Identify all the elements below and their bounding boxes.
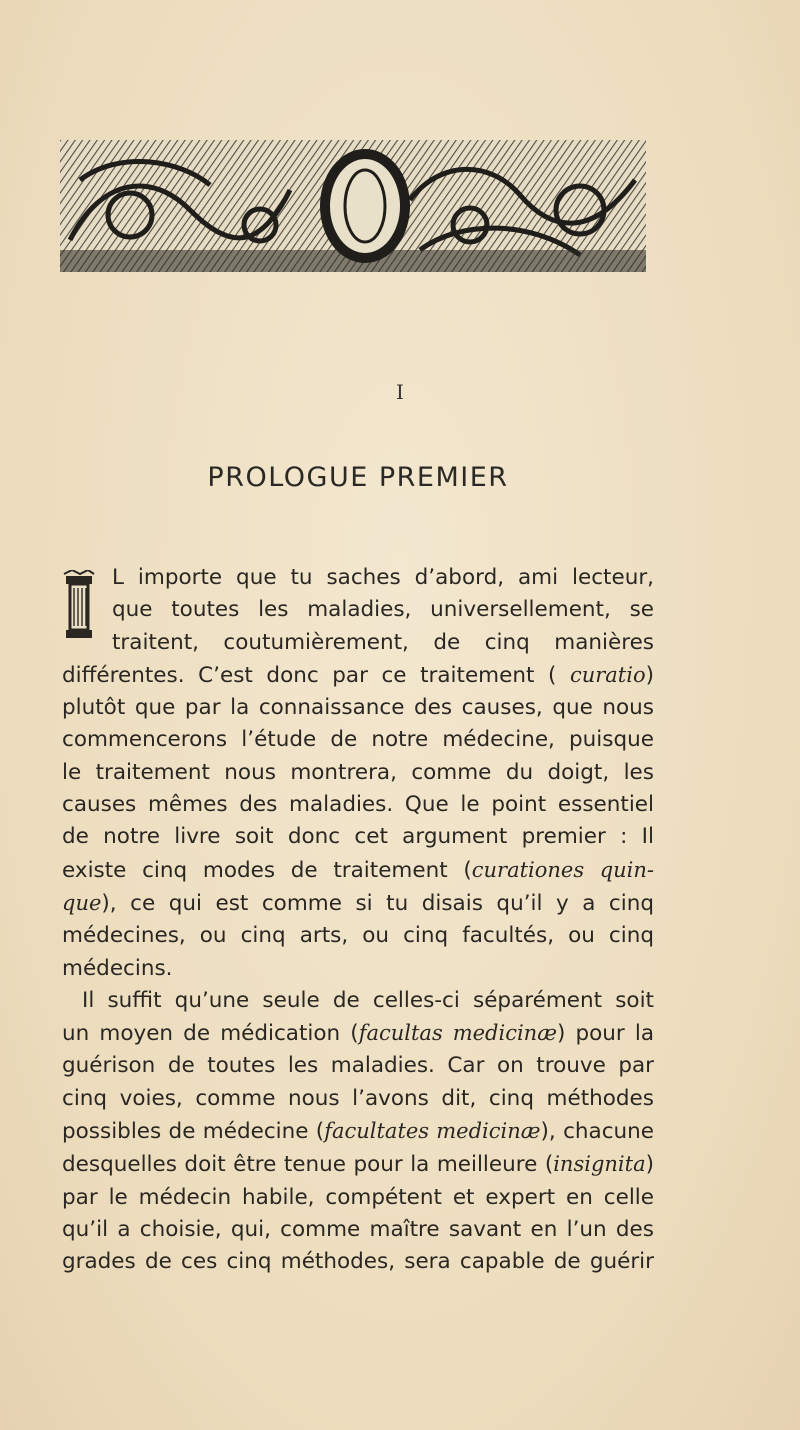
text-line: que), ce qui est comme si tu disais qu’il y a cinq [62,890,654,916]
text-line: plutôt que par la connaissance des causes, que nous [62,695,654,721]
ornamental-banner [60,140,646,272]
text-line: que toutes les maladies, universellement, se [112,597,654,623]
text-line: médecines, ou cinq arts, ou cinq facultés, ou cinq [62,923,654,949]
text-line: desquelles doit être tenue pour la meilleure (insignita) [62,1152,654,1178]
text-line: possibles de médecine (facultates medicinæ), chacune [62,1119,654,1145]
text-line: médecins. [62,955,173,981]
text-line: un moyen de médication (facultas medicinæ) pour la [62,1021,654,1047]
text-line: existe cinq modes de traitement (curationes quin- [62,857,654,883]
text-line: de notre livre soit donc cet argument premier : Il [62,824,654,850]
section-number: I [396,380,404,404]
text-line: L importe que tu saches d’abord, ami lecteur, [112,565,654,590]
text-line: grades de ces cinq méthodes, sera capable de guérir [62,1249,654,1275]
page-title: PROLOGUE PREMIER [207,462,509,493]
text-line: guérison de toutes les maladies. Car on trouve par [62,1053,654,1079]
body-text [62,562,654,1279]
text-line: par le médecin habile, compétent et expert en celle [62,1184,654,1210]
text-line: traitent, coutumièrement, de cinq manières [112,629,654,655]
text-line: le traitement nous montrera, comme du doigt, les [62,759,654,785]
text-line: commencerons l’étude de notre médecine, puisque [62,727,654,753]
text-line: qu’il a choisie, qui, comme maître savant en l’un des [62,1216,654,1242]
text-line: différentes. C’est donc par ce traitement ( curatio) [62,662,654,688]
text-line: Il suffit qu’une seule de celles-ci séparément soit [82,987,654,1013]
text-line: cinq voies, comme nous l’avons dit, cinq méthodes [62,1085,654,1111]
text-line: causes mêmes des maladies. Que le point essentiel [62,792,654,818]
